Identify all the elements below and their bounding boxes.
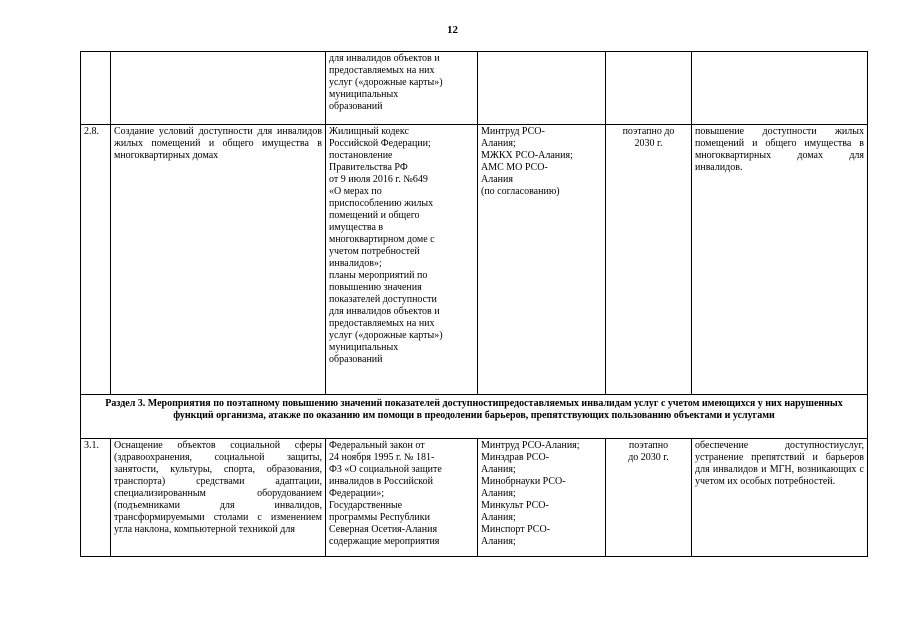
cell-basis: для инвалидов объектов и предоставляемых на них услуг («дорожные карты») муниципальных образований <box>326 52 478 125</box>
table-row <box>81 52 868 125</box>
cell-basis: Федеральный закон от 24 ноября 1995 г. № 181- ФЗ «О социальной защите инвалидов в Российской Федерации»; Государственные программы Республики Северная Осетия-Алания содержащие мероприятия <box>326 439 478 557</box>
measures-table <box>80 51 868 557</box>
cell-num: 3.1. <box>81 439 111 557</box>
cell-executors: Минтруд РСО-Алания; Минздрав РСО- Алания; Минобрнауки РСО- Алания; Минкульт РСО- Алания; Минспорт РСО- Алания; <box>478 439 606 557</box>
table-row <box>81 125 868 395</box>
cell-executors: Минтруд РСО- Алания; МЖКХ РСО-Алания; АМС МО РСО- Алания (по согласованию) <box>478 125 606 395</box>
cell-num: 2.8. <box>81 125 111 395</box>
section-header-row <box>81 395 868 439</box>
cell-result: повышение доступности жилых помещений и общего имущества в многоквартирных домах для инвалидов. <box>692 125 868 395</box>
table-row <box>81 439 868 557</box>
cell-term: поэтапно до 2030 г. <box>606 125 692 395</box>
cell-num <box>81 52 111 125</box>
cell-basis: Жилищный кодекс Российской Федерации; постановление Правительства РФ от 9 июля 2016 г. №649 «О мерах по приспособлению жилых помещений и общего имущества в многоквартирном доме с учетом потребностей инвалидов»; планы мероприятий по повышению значения показателей доступности для инвалидов объектов и предоставляемых на них услуг («дорожные карты») муниципальных образований <box>326 125 478 395</box>
cell-measure: Оснащение объектов социальной сферы (здравоохранения, социальной защиты, занятости, культуры, спорта, образования, транспорта) средствами адаптации, специализированным оборудованием (подъемниками для инвалидов, трансформируемыми столами с изменением угла наклона, компьютерной техникой для <box>111 439 326 557</box>
page-number: 12 <box>447 24 458 36</box>
cell-result <box>692 52 868 125</box>
cell-term: поэтапно до 2030 г. <box>606 439 692 557</box>
cell-measure <box>111 52 326 125</box>
section-3-title: Раздел 3. Мероприятия по поэтапному повышению значений показателей доступностипредоставляемых инвалидам услуг с учетом имеющихся у них нарушенных функций организма, атакже по оказанию им помощи в преодолении барьеров, препятствующих пользованию объектами и услугами <box>81 395 868 439</box>
cell-result: обеспечение доступностиуслуг, устранение препятствий и барьеров для инвалидов и МГН, возникающих с учетом их особых потребностей. <box>692 439 868 557</box>
cell-measure: Создание условий доступности для инвалидов жилых помещений и общего имущества в многоквартирных домах <box>111 125 326 395</box>
cell-executors <box>478 52 606 125</box>
cell-term <box>606 52 692 125</box>
